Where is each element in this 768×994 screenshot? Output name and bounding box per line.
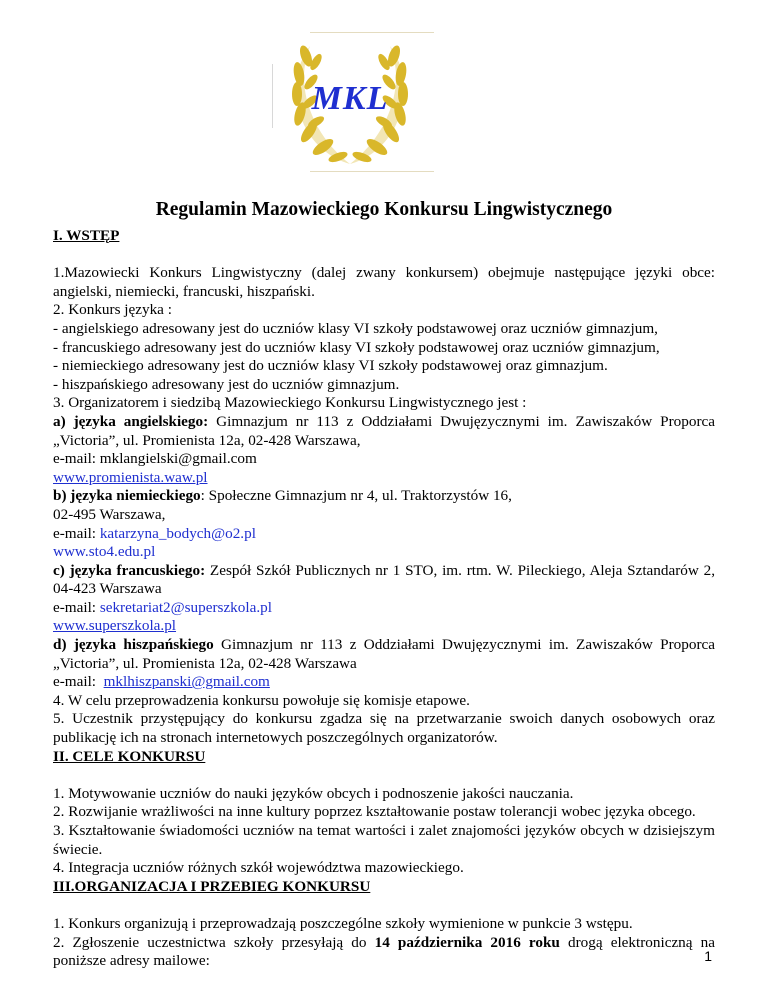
organizer-email bbox=[53, 673, 715, 692]
paragraph: 1.Mazowiecki Konkurs Lingwistyczny (dalej zwany konkursem) obejmuje następujące języki obce: angielski, niemiecki, francuski, hiszpański. bbox=[53, 264, 715, 300]
organizer-email: e-mail: mklangielski@gmail.com bbox=[53, 450, 257, 468]
organizer-label: d) języka hiszpańskiego bbox=[53, 636, 214, 654]
email-link[interactable]: katarzyna_bodych@o2.pl bbox=[99, 524, 256, 542]
email-link[interactable]: sekretariat2@superszkola.pl bbox=[99, 598, 272, 616]
list-item: - angielskiego adresowany jest do uczniów klasy VI szkoły podstawowej oraz uczniów gimnazjum, bbox=[53, 319, 658, 337]
organizer-address: Zespół Szkół Publicznych nr 1 STO, im. rtm. W. Pileckiego, Aleja Sztandarów 2, 04-423 Warszawa bbox=[53, 561, 715, 598]
organizer-email bbox=[53, 525, 715, 544]
text-segment: 2. Zgłoszenie uczestnictwa szkoły przesyłają do bbox=[53, 933, 375, 951]
organizer-email bbox=[53, 599, 715, 618]
paragraph: 1. Motywowanie uczniów do nauki języków obcych i podnoszenie jakości nauczania. bbox=[53, 784, 574, 802]
paragraph bbox=[53, 934, 715, 971]
organizer-label: b) języka niemieckiego bbox=[53, 487, 201, 505]
organizer-label: c) języka francuskiego: bbox=[53, 561, 206, 579]
paragraph: 1. Konkurs organizują i przeprowadzają poszczególne szkoły wymienione w punkcie 3 wstępu. bbox=[53, 914, 633, 932]
website-link[interactable]: www.promienista.waw.pl bbox=[53, 468, 208, 486]
email-link[interactable]: mklhiszpanski@gmail.com bbox=[103, 673, 270, 691]
organizer-address: : Społeczne Gimnazjum nr 4, ul. Traktorzystów 16, bbox=[200, 487, 512, 505]
organizer-label: a) języka angielskiego: bbox=[53, 412, 209, 430]
website-link[interactable]: www.superszkola.pl bbox=[53, 617, 177, 635]
organizer-spanish bbox=[53, 636, 715, 673]
section-heading-organizacja: III.ORGANIZACJA I PRZEBIEG KONKURSU bbox=[53, 877, 371, 895]
list-item: - hiszpańskiego adresowany jest do uczniów gimnazjum. bbox=[53, 375, 400, 393]
organizer-french bbox=[53, 562, 715, 599]
paragraph: 4. W celu przeprowadzenia konkursu powołuje się komisje etapowe. bbox=[53, 691, 470, 709]
logo-bottom-rule bbox=[310, 171, 434, 172]
organizer-city: 02-495 Warszawa, bbox=[53, 505, 166, 523]
page-number: 1 bbox=[704, 948, 712, 964]
section-heading-wstep: I. WSTĘP bbox=[53, 227, 120, 244]
text-segment: drogą elektroniczną na poniższe adresy mailowe: bbox=[53, 933, 715, 970]
email-prefix: e-mail: bbox=[53, 598, 100, 616]
logo-text: MKL bbox=[311, 80, 389, 117]
list-item: - francuskiego adresowany jest do uczniów klasy VI szkoły podstawowej oraz uczniów gimnazjum, bbox=[53, 338, 660, 356]
organizer-address: Gimnazjum nr 113 z Oddziałami Dwujęzycznymi im. Zawiszaków Proporca „Victoria”, ul. Promienista 12a, 02-428 Warszawa bbox=[53, 636, 715, 672]
deadline-date: 14 października 2016 roku bbox=[374, 933, 560, 951]
paragraph: 2. Konkurs języka : bbox=[53, 301, 172, 319]
website-link[interactable]: www.sto4.edu.pl bbox=[53, 543, 156, 561]
email-prefix: e-mail: bbox=[53, 524, 100, 542]
document-title: Regulamin Mazowieckiego Konkursu Lingwistycznego bbox=[155, 199, 613, 220]
paragraph: 2. Rozwijanie wrażliwości na inne kultury poprzez kształtowanie postaw tolerancji wobec języka obcego. bbox=[53, 803, 696, 821]
email-prefix: e-mail: bbox=[53, 673, 104, 691]
mkl-logo bbox=[266, 32, 434, 172]
paragraph: 4. Integracja uczniów różnych szkół województwa mazowieckiego. bbox=[53, 859, 464, 877]
list-item: - niemieckiego adresowany jest do uczniów klasy VI szkoły podstawowej oraz gimnazjum. bbox=[53, 357, 608, 375]
document-body bbox=[53, 227, 715, 971]
organizer-address: Gimnazjum nr 113 z Oddziałami Dwujęzycznymi im. Zawiszaków Proporca „Victoria”, ul. Promienista 12a, 02-428 Warszawa, bbox=[53, 412, 715, 449]
organizer-german bbox=[53, 487, 715, 506]
paragraph: 5. Uczestnik przystępujący do konkursu zgadza się na przetwarzanie swoich danych osobowych oraz publikację ich na stronach internetowych poszczególnych organizatorów. bbox=[53, 710, 715, 747]
paragraph: 3. Organizatorem i siedzibą Mazowieckiego Konkursu Lingwistycznego jest : bbox=[53, 394, 527, 412]
paragraph: 3. Kształtowanie świadomości uczniów na temat wartości i zalet znajomości języków obcych w dzisiejszym świecie. bbox=[53, 822, 715, 858]
organizer-english bbox=[53, 413, 715, 450]
section-heading-cele: II. CELE KONKURSU bbox=[53, 747, 206, 765]
